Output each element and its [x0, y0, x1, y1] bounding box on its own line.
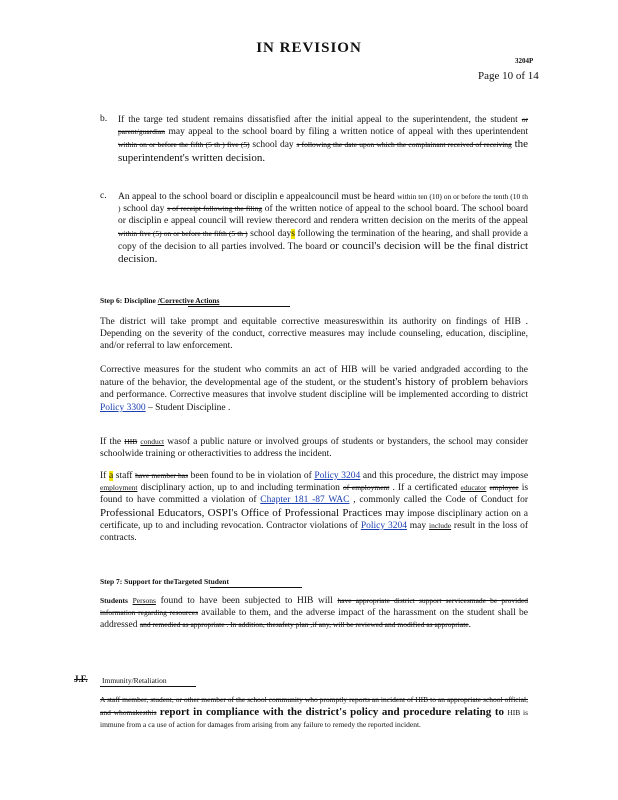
deleted-text: s of receipt following the filing — [167, 204, 263, 214]
step-6-paragraph-4: If a staff have member has been found to be in violation of Policy 3204 and this procedure, the district may impose employment disciplinary action, up to and including termination of employment . If a certificated educator employee is found to have committed a violation of Chapter 181 -87 WAC , commonly called the Code of Conduct for Professional Educators, OSPI's Office of Professional Practices may impose disciplinary action on a certificate, up to and including revocation. Contractor violations of Policy 3204 may include result in the loss of contracts. — [100, 471, 529, 544]
step-6-paragraph-2: Corrective measures for the student who commits an act of HIB will be varied andgraded according to the nature of the behavior, the developmental age of the student, or the student's history of problem behaviors and performance. Corrective measures that involve student discipline will be implemented according to district Policy 3300 – Student Discipline . — [100, 365, 528, 413]
highlighted-text: s — [291, 228, 295, 239]
inserted-text: employment — [100, 483, 138, 493]
deleted-text: of employment — [343, 483, 390, 493]
inserted-text: educator — [460, 483, 487, 493]
step-6-paragraph-3: If the HIB conduct wasof a public nature or involved groups of students or bystanders, the school may consider schoolwide training or otheractivities to address the incident. — [100, 437, 529, 460]
section-j-paragraph: A staff member, student, or other member of the school community who promptly reports an incident of HIB to an appropriate school official, and whomakesthis report in compliance with the district's policy and procedure relating to HIB is immune from a ca use of action for damages from arising from any failure to remedy the reported incident. — [100, 695, 529, 730]
revision-title: IN REVISION — [256, 40, 362, 56]
underline-rule — [210, 587, 302, 588]
underline-rule — [188, 306, 290, 307]
deleted-text: within ten (10) on or before the tenth (10 th ) — [118, 192, 529, 214]
deleted-text: A staff member, student, or other member of the school community who promptly reports an incident of HIB to an appropriate school official, and whomakesthis — [100, 695, 528, 718]
deleted-text: Students — [100, 596, 128, 605]
step-6-paragraph-1: The district will take prompt and equitable corrective measureswithin its authority on findings of HIB . Depending on the severity of the conduct, corrective measures may include counseling, education, discipline, and/or referral to law enforcement. — [100, 317, 528, 352]
inserted-text: Persons — [132, 596, 156, 605]
procedure-code: 3204P — [515, 57, 534, 65]
step-7-paragraph: Students Persons found to have been subjected to HIB will have appropriate district support servicesmade be provided information regarding resources available to them, and the adverse impact of the harassment on the student shall be addressed and remedied as appropriate . In addition, thesafety plan ,if any, will be reviewed and modified as appropriate. — [100, 596, 529, 631]
policy-3300-link[interactable]: Policy 3300 — [100, 402, 146, 413]
deleted-text: employee — [489, 483, 519, 493]
section-j-label: J.F. — [74, 674, 88, 684]
item-c-label: c. — [100, 191, 107, 201]
deleted-text: within five (5) on or before the fifth (5 th ) — [118, 228, 248, 238]
deleted-text: HIB — [124, 437, 138, 446]
item-b-paragraph: If the targe ted student remains dissatisfied after the initial appeal to the superintendent, the student or parent/guardian may appeal to the school board by filing a written notice of appeal with thes uperintendent within on or before the fifth (5 th ) five (5) school day s following the date upon which the complainant received of receiving the superintendent's written decision. — [118, 115, 529, 164]
policy-3204-link[interactable]: Policy 3204 — [314, 471, 361, 481]
item-c-paragraph: An appeal to the school board or disciplin e appealcouncil must be heard within ten (10) on or before the tenth (10 th ) school day s of receipt following the filing of the written notice of appeal to the school board. The school board or disciplin e appeal council will review therecord and rendera written decision on the merits of the appeal within five (5) on or before the fifth (5 th ) school days following the termination of the hearing, and shall provide a copy of the decision to all parties involved. The board or council's decision will be the final district decision. — [118, 192, 529, 266]
deleted-text: have appropriate district support servicesmade be provided information regarding resources — [100, 596, 529, 618]
page-number: Page 10 of 14 — [478, 70, 539, 82]
highlighted-text: a — [108, 471, 114, 481]
step-7-heading: Step 7: Support for theTargeted Student — [100, 577, 229, 586]
deleted-text: within on or before the fifth (5 th ) five (5) — [118, 140, 250, 150]
inserted-text: include — [429, 520, 452, 530]
underline-rule — [100, 686, 196, 687]
deleted-text: or parent/guardian — [118, 115, 529, 137]
item-b-label: b. — [100, 114, 108, 124]
wac-chapter-link[interactable]: Chapter 181 -87 WAC — [260, 495, 350, 506]
step-6-heading: Step 6: Discipline /Corrective Actions — [100, 296, 220, 305]
inserted-text: conduct — [140, 437, 165, 446]
section-j-heading: Immunity/Retaliation — [102, 676, 167, 685]
policy-3204-link-2[interactable]: Policy 3204 — [360, 520, 407, 531]
deleted-text: and remedied as appropriate . In addition, thesafety plan ,if any, will be reviewed and modified as appropriate — [139, 620, 469, 630]
deleted-text: have member has — [135, 471, 189, 480]
deleted-text: s following the date upon which the complainant received of receiving — [296, 140, 512, 150]
